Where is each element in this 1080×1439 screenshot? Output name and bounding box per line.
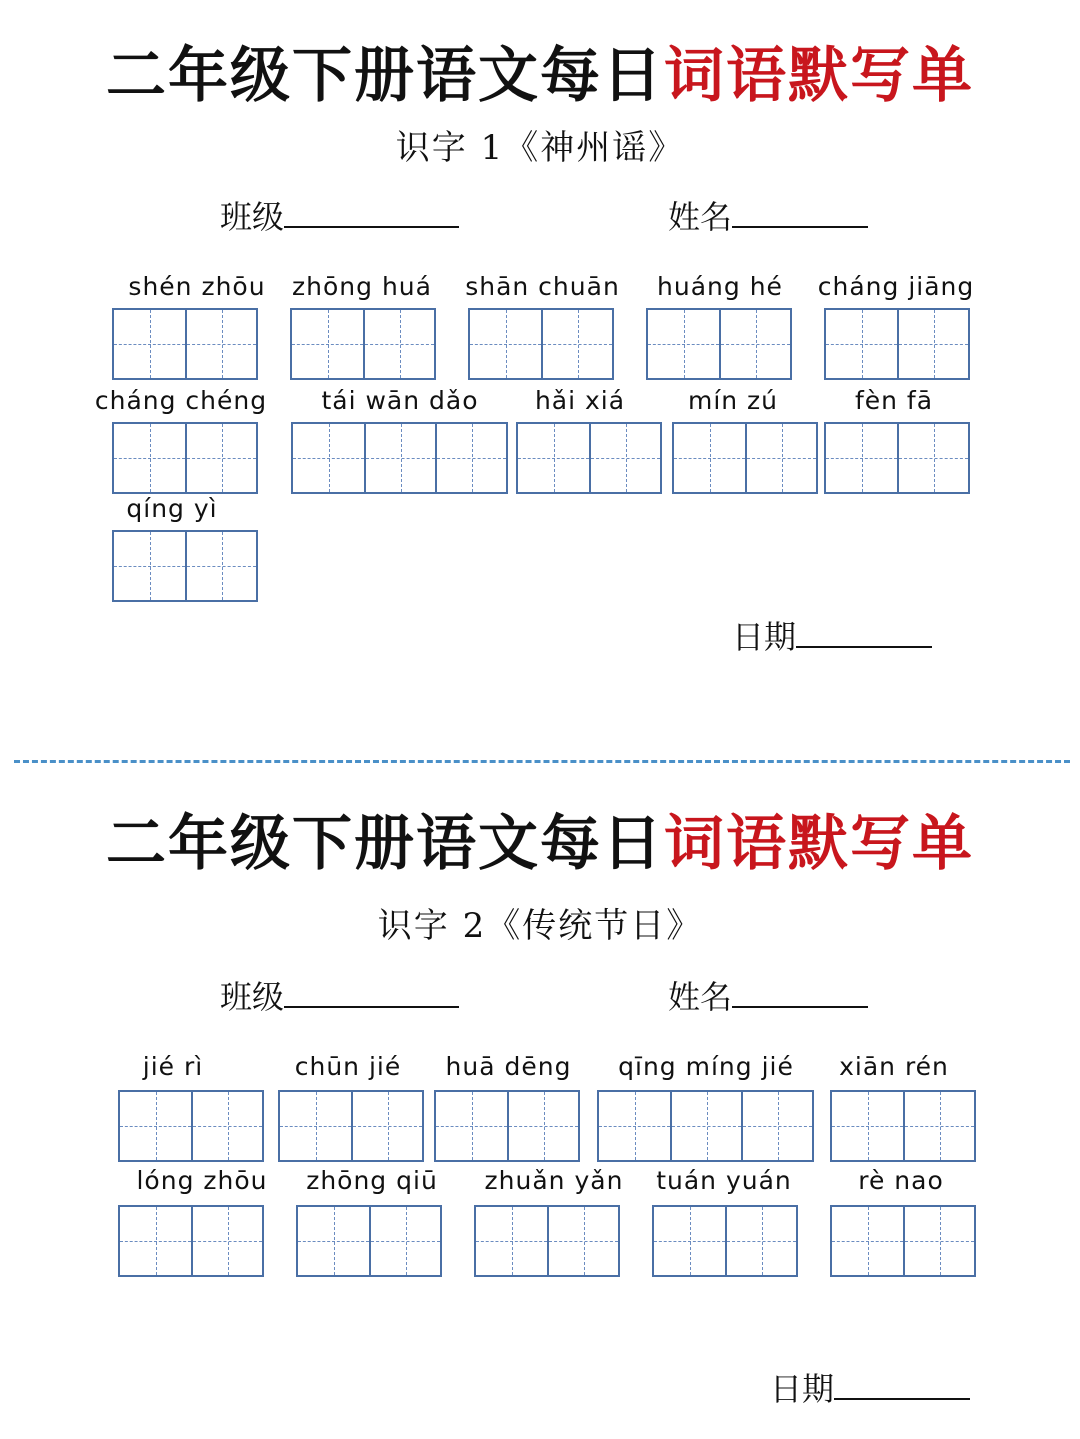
title-main: 二年级下册语文每日 [106,809,664,879]
word-pinyin: zhōng huá [292,272,432,301]
grid-cell[interactable] [745,424,816,492]
grid-cell[interactable] [351,1092,422,1160]
lesson-subtitle: 识字 1《神州谣》 [395,128,685,168]
grid-cell[interactable] [363,310,434,378]
writing-grid[interactable] [516,422,662,494]
grid-cell[interactable] [293,424,364,492]
grid-cell[interactable] [518,424,589,492]
grid-cell[interactable] [114,532,185,600]
grid-cell[interactable] [185,310,256,378]
grid-cell[interactable] [719,310,790,378]
grid-cell[interactable] [832,1207,903,1275]
grid-cell[interactable] [599,1092,670,1160]
writing-grid[interactable] [112,422,258,494]
word-pinyin: cháng chéng [94,386,268,415]
word-pinyin: chūn jié [294,1052,402,1081]
grid-cell[interactable] [476,1207,547,1275]
grid-cell[interactable] [120,1207,191,1275]
name-field[interactable] [668,192,868,238]
writing-grid[interactable] [474,1205,620,1277]
grid-cell[interactable] [191,1207,262,1275]
writing-grid[interactable] [291,422,508,494]
grid-cell[interactable] [903,1207,974,1275]
date-label: 日期 [732,618,797,656]
word-pinyin: qīng míng jié [618,1052,794,1081]
grid-cell[interactable] [547,1207,618,1275]
grid-cell[interactable] [725,1207,796,1275]
date-label: 日期 [770,1370,835,1408]
class-field[interactable] [220,972,459,1018]
grid-cell[interactable] [364,424,435,492]
name-field[interactable] [668,972,868,1018]
word-pinyin: tái wān dǎo [321,386,479,415]
writing-grid[interactable] [824,308,970,380]
name-blank[interactable] [732,198,868,228]
date-field[interactable] [732,612,932,658]
writing-grid[interactable] [672,422,818,494]
grid-cell[interactable] [507,1092,578,1160]
grid-cell[interactable] [832,1092,903,1160]
word-pinyin: shén zhōu [128,272,266,301]
word-pinyin: huáng hé [657,272,783,301]
grid-cell[interactable] [826,310,897,378]
grid-cell[interactable] [654,1207,725,1275]
grid-cell[interactable] [191,1092,262,1160]
word-pinyin: lóng zhōu [136,1166,268,1195]
word-pinyin: qíng yì [126,494,218,523]
grid-cell[interactable] [903,1092,974,1160]
grid-cell[interactable] [114,424,185,492]
writing-grid[interactable] [646,308,792,380]
writing-grid[interactable] [597,1090,814,1162]
grid-cell[interactable] [470,310,541,378]
cut-line-divider [14,760,1070,763]
class-label: 班级 [220,198,285,236]
writing-grid[interactable] [434,1090,580,1162]
writing-grid[interactable] [118,1205,264,1277]
grid-cell[interactable] [298,1207,369,1275]
grid-cell[interactable] [741,1092,812,1160]
word-pinyin: hǎi xiá [534,386,626,415]
name-blank[interactable] [732,978,868,1008]
word-pinyin: rè nao [858,1166,944,1195]
grid-cell[interactable] [114,310,185,378]
date-field[interactable] [770,1364,970,1410]
grid-cell[interactable] [369,1207,440,1275]
grid-cell[interactable] [541,310,612,378]
writing-grid[interactable] [830,1090,976,1162]
grid-cell[interactable] [826,424,897,492]
title-highlight: 词语默写单 [664,809,974,879]
word-pinyin: shān chuān [465,272,620,301]
writing-grid[interactable] [824,422,970,494]
class-blank[interactable] [284,978,459,1008]
grid-cell[interactable] [185,424,256,492]
name-label: 姓名 [668,198,733,236]
date-blank[interactable] [834,1370,970,1400]
writing-grid[interactable] [296,1205,442,1277]
grid-cell[interactable] [589,424,660,492]
grid-cell[interactable] [435,424,506,492]
word-pinyin: jié rì [142,1052,204,1081]
grid-cell[interactable] [436,1092,507,1160]
date-blank[interactable] [796,618,932,648]
writing-grid[interactable] [830,1205,976,1277]
grid-cell[interactable] [280,1092,351,1160]
grid-cell[interactable] [648,310,719,378]
lesson-subtitle: 识字 2《传统节日》 [377,906,703,946]
word-pinyin: huā dēng [445,1052,572,1081]
worksheet-title [0,796,1080,882]
writing-grid[interactable] [468,308,614,380]
grid-cell[interactable] [120,1092,191,1160]
writing-grid[interactable] [278,1090,424,1162]
word-pinyin: mín zú [687,386,779,415]
writing-grid[interactable] [290,308,436,380]
grid-cell[interactable] [674,424,745,492]
title-highlight: 词语默写单 [664,41,974,111]
class-label: 班级 [220,978,285,1016]
worksheet-title [0,28,1080,114]
writing-grid[interactable] [118,1090,264,1162]
grid-cell[interactable] [292,310,363,378]
grid-cell[interactable] [670,1092,741,1160]
class-blank[interactable] [284,198,459,228]
word-pinyin: xiān rén [839,1052,949,1081]
grid-cell[interactable] [897,424,968,492]
word-pinyin: fèn fā [854,386,934,415]
word-pinyin: tuán yuán [656,1166,792,1195]
word-pinyin: zhōng qiū [306,1166,438,1195]
grid-cell[interactable] [897,310,968,378]
class-field[interactable] [220,192,459,238]
title-main: 二年级下册语文每日 [106,41,664,111]
word-pinyin: zhuǎn yǎn [484,1166,624,1195]
name-label: 姓名 [668,978,733,1016]
writing-grid[interactable] [112,530,258,602]
writing-grid[interactable] [652,1205,798,1277]
grid-cell[interactable] [185,532,256,600]
writing-grid[interactable] [112,308,258,380]
word-pinyin: cháng jiāng [817,272,975,301]
